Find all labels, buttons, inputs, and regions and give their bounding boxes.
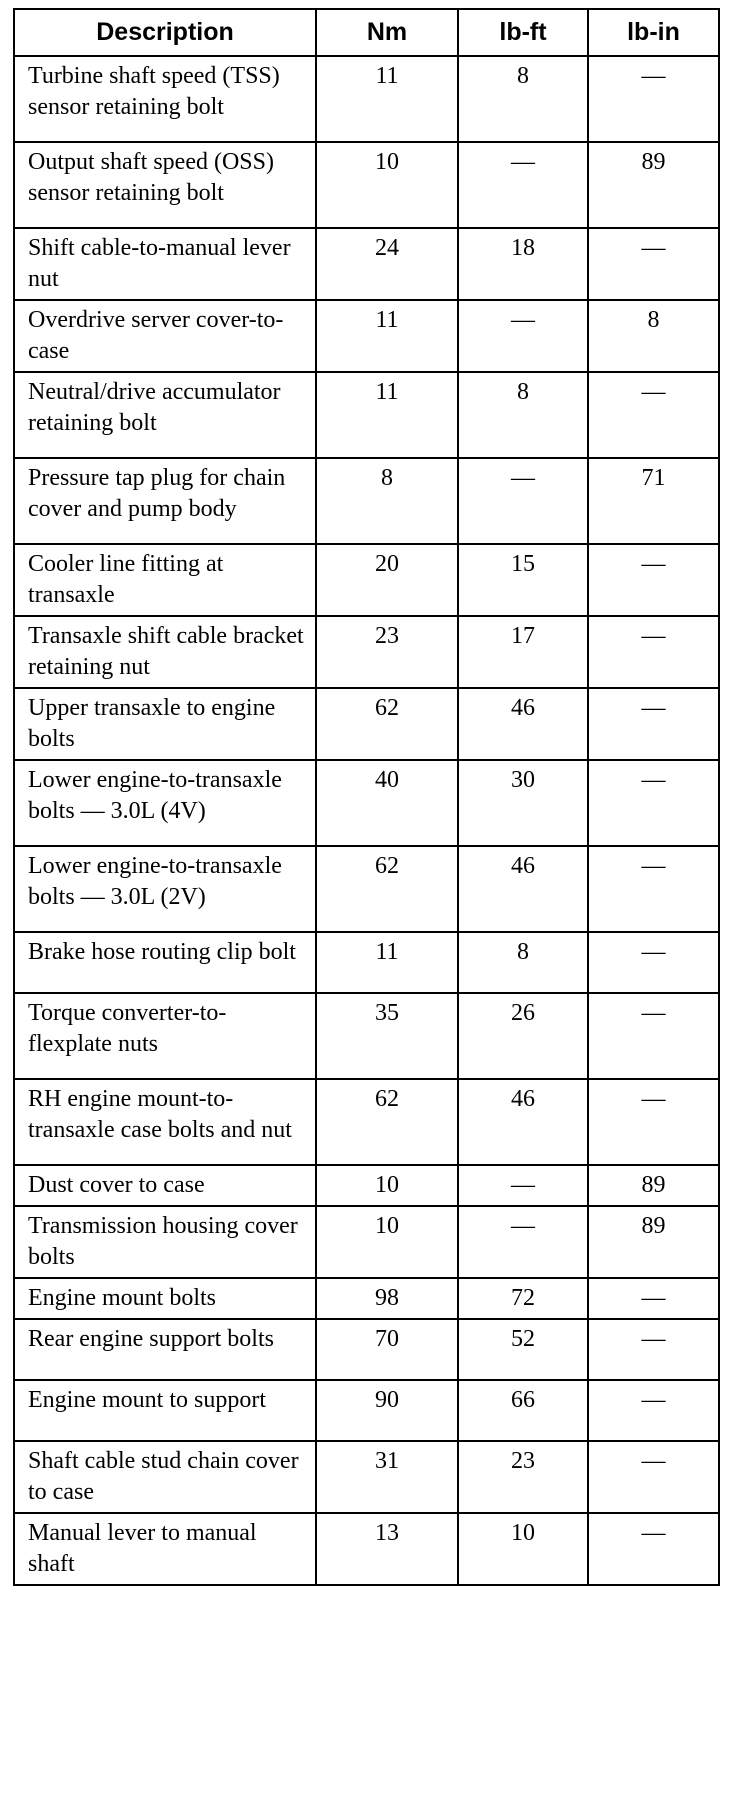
header-row	[14, 9, 719, 56]
cell-description: Turbine shaft speed (TSS) sensor retaining bolt	[14, 56, 316, 142]
cell-nm: 20	[316, 544, 458, 616]
cell-description: Engine mount to support	[14, 1380, 316, 1441]
cell-lbin: —	[588, 1278, 719, 1319]
cell-lbft: 23	[458, 1441, 588, 1513]
cell-description: Shift cable-to-manual lever nut	[14, 228, 316, 300]
cell-nm: 90	[316, 1380, 458, 1441]
table-row	[14, 1079, 719, 1165]
cell-lbft: —	[458, 458, 588, 544]
cell-description: Shaft cable stud chain cover to case	[14, 1441, 316, 1513]
cell-lbin: —	[588, 616, 719, 688]
cell-nm: 70	[316, 1319, 458, 1380]
table-row	[14, 846, 719, 932]
cell-lbin: —	[588, 760, 719, 846]
cell-lbft: 8	[458, 372, 588, 458]
torque-spec-sheet	[13, 8, 718, 1586]
cell-nm: 11	[316, 932, 458, 993]
cell-nm: 35	[316, 993, 458, 1079]
cell-lbin: 89	[588, 142, 719, 228]
cell-lbin: 89	[588, 1165, 719, 1206]
cell-lbft: 72	[458, 1278, 588, 1319]
cell-nm: 10	[316, 1165, 458, 1206]
table-row	[14, 458, 719, 544]
cell-lbft: —	[458, 300, 588, 372]
table-row	[14, 372, 719, 458]
torque-spec-table	[13, 8, 720, 1586]
table-row	[14, 688, 719, 760]
cell-nm: 31	[316, 1441, 458, 1513]
cell-nm: 98	[316, 1278, 458, 1319]
table-row	[14, 142, 719, 228]
cell-description: Overdrive server cover-to-case	[14, 300, 316, 372]
cell-lbft: —	[458, 1165, 588, 1206]
cell-description: Lower engine-to-transaxle bolts — 3.0L (4V)	[14, 760, 316, 846]
cell-nm: 62	[316, 1079, 458, 1165]
cell-lbin: —	[588, 1380, 719, 1441]
table-body	[14, 56, 719, 1585]
cell-lbin: —	[588, 688, 719, 760]
cell-nm: 62	[316, 846, 458, 932]
cell-lbft: 17	[458, 616, 588, 688]
header-description: Description	[14, 9, 316, 56]
cell-lbin: —	[588, 372, 719, 458]
cell-description: Cooler line fitting at transaxle	[14, 544, 316, 616]
cell-description: RH engine mount-to-transaxle case bolts and nut	[14, 1079, 316, 1165]
table-row	[14, 1278, 719, 1319]
cell-lbft: 10	[458, 1513, 588, 1585]
table-row	[14, 1513, 719, 1585]
cell-lbft: 66	[458, 1380, 588, 1441]
cell-lbin: —	[588, 846, 719, 932]
cell-description: Transmission housing cover bolts	[14, 1206, 316, 1278]
header-lbft: lb-ft	[458, 9, 588, 56]
cell-lbin: —	[588, 993, 719, 1079]
cell-nm: 11	[316, 300, 458, 372]
table-row	[14, 760, 719, 846]
cell-lbin: —	[588, 932, 719, 993]
cell-lbin: —	[588, 1319, 719, 1380]
cell-nm: 10	[316, 1206, 458, 1278]
cell-lbin: 71	[588, 458, 719, 544]
cell-lbin: —	[588, 56, 719, 142]
cell-lbft: 8	[458, 932, 588, 993]
cell-lbft: 46	[458, 1079, 588, 1165]
cell-nm: 10	[316, 142, 458, 228]
cell-lbft: 8	[458, 56, 588, 142]
cell-lbin: 8	[588, 300, 719, 372]
cell-description: Neutral/drive accumulator retaining bolt	[14, 372, 316, 458]
cell-lbft: —	[458, 1206, 588, 1278]
cell-lbft: 52	[458, 1319, 588, 1380]
cell-nm: 23	[316, 616, 458, 688]
cell-lbin: —	[588, 1079, 719, 1165]
cell-description: Rear engine support bolts	[14, 1319, 316, 1380]
table-row	[14, 56, 719, 142]
table-row	[14, 300, 719, 372]
cell-description: Pressure tap plug for chain cover and pump body	[14, 458, 316, 544]
cell-nm: 24	[316, 228, 458, 300]
cell-lbft: 26	[458, 993, 588, 1079]
cell-description: Torque converter-to-flexplate nuts	[14, 993, 316, 1079]
cell-lbft: —	[458, 142, 588, 228]
cell-lbft: 18	[458, 228, 588, 300]
cell-description: Dust cover to case	[14, 1165, 316, 1206]
header-lbin: lb-in	[588, 9, 719, 56]
cell-lbin: 89	[588, 1206, 719, 1278]
table-row	[14, 1441, 719, 1513]
cell-lbft: 30	[458, 760, 588, 846]
cell-lbin: —	[588, 1513, 719, 1585]
cell-lbft: 15	[458, 544, 588, 616]
table-row	[14, 993, 719, 1079]
table-row	[14, 1319, 719, 1380]
cell-lbin: —	[588, 228, 719, 300]
table-row	[14, 1206, 719, 1278]
cell-description: Output shaft speed (OSS) sensor retaining bolt	[14, 142, 316, 228]
cell-description: Upper transaxle to engine bolts	[14, 688, 316, 760]
cell-description: Engine mount bolts	[14, 1278, 316, 1319]
table-row	[14, 932, 719, 993]
cell-lbft: 46	[458, 688, 588, 760]
cell-nm: 13	[316, 1513, 458, 1585]
cell-lbin: —	[588, 1441, 719, 1513]
table-row	[14, 616, 719, 688]
header-nm: Nm	[316, 9, 458, 56]
cell-description: Brake hose routing clip bolt	[14, 932, 316, 993]
table-row	[14, 544, 719, 616]
cell-lbft: 46	[458, 846, 588, 932]
cell-description: Manual lever to manual shaft	[14, 1513, 316, 1585]
cell-description: Lower engine-to-transaxle bolts — 3.0L (2V)	[14, 846, 316, 932]
cell-lbin: —	[588, 544, 719, 616]
cell-nm: 11	[316, 56, 458, 142]
cell-nm: 11	[316, 372, 458, 458]
table-row	[14, 1165, 719, 1206]
cell-description: Transaxle shift cable bracket retaining nut	[14, 616, 316, 688]
table-row	[14, 228, 719, 300]
cell-nm: 8	[316, 458, 458, 544]
cell-nm: 62	[316, 688, 458, 760]
cell-nm: 40	[316, 760, 458, 846]
table-row	[14, 1380, 719, 1441]
